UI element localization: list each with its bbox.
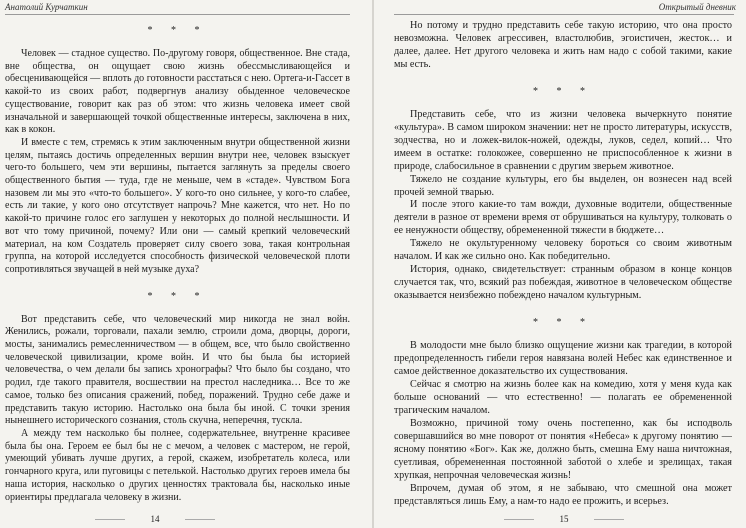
right-page-text — [394, 20, 732, 509]
footer-rule — [95, 519, 125, 520]
paragraph: История, однако, свидетельствует: странным образом в конце концов случается так, что, всякий раз побеждая, животное в человеческом обществе оказывается неизбежно побеждено началом культурным. — [394, 264, 732, 302]
header-rule — [394, 14, 734, 15]
paragraph: Но потому и трудно представить себе такую историю, что она просто невозможна. Человек агрессивен, властолюбив, эгоистичен, жесток… и далее, далее. Нет другого человека и жить нам надо с собой такими, какие мы есть. — [394, 20, 732, 70]
footer-rule — [504, 519, 534, 520]
paragraph: Сейчас я смотрю на жизнь более как на комедию, хотя у меня куда как больше оснований — что естественно! — полагать ее обремененной трагическим началом. — [394, 378, 732, 416]
page-number: 15 — [559, 514, 569, 524]
footer-rule — [185, 519, 215, 520]
paragraph: Человек — стадное существо. По-другому говоря, общественное. Вне стада, вне общества, он ощущает свою жизнь обессмысливающейся и обесценивающейся — вплоть до готовности расстаться с нею. Ортега-и-Гассет в какой-то из своих работ, подвергнув анализу обыденное человеческое существование, говорит как раз об этом: что жизнь человека имеет свой изначальной и завершающей точкой общественные интересы, заключена в них, как в кокон. — [5, 48, 350, 136]
paragraph: В молодости мне было близко ощущение жизни как трагедии, в которой предопределенность гибели героя навязана волей Небес как единственное и самое действенное доказательство их существования. — [394, 340, 732, 378]
section-divider: * * * — [147, 290, 208, 302]
paragraph: Тяжело не окультуренному человеку бороться со своим животным началом. И как же сильно оно. Как победительно. — [394, 238, 732, 263]
header-rule — [5, 14, 350, 15]
footer-rule — [594, 519, 624, 520]
running-head-author: Анатолий Курчаткин — [5, 2, 88, 12]
paragraph: Тяжело не создание культуры, его бы выделен, он вознесен над всей прочей земной тварью. — [394, 173, 732, 198]
section-divider: * * * — [533, 85, 593, 97]
paragraph: А между тем насколько бы полнее, содержательнее, внутренне красивее была бы она. Героем ее был бы не с мечом, а человек с мастером, не герой, умеющий убивать лучше других, а герой, скажем, изобретатель колеса, или гончарного круга, или пуговицы с петелькой. Настолько других героев имела бы наша история, насколько о других ценностях трактовала бы, насколько иные ориентиры предлагала человеку в жизни. — [5, 427, 350, 503]
section-divider: * * * — [147, 25, 208, 36]
paragraph: Представить себе, что из жизни человека вычеркнуто понятие «культура». В самом широком значении: нет не просто литературы, искусств, зодчества, но и ложек-вилок-ножей, одежды, луков, седел, копий… Что имеем в остатке: голокожее, совершенно не приспособленное к жизни в природе, слабосильное в сравнении с другим зверьем животное. — [394, 108, 732, 172]
page-number: 14 — [150, 514, 160, 524]
paragraph: И после этого какие-то там вожди, духовные водители, общественные деятели в разное от времени время от обрушиваться на культуру, толковать о ее ненужности обществу, обремененной тяжести в бюджете… — [394, 199, 732, 237]
paragraph: Впрочем, думая об этом, я не забываю, что смешной она может представляться лишь Ему, а нам-то надо ее прожить, и всерьез. — [394, 482, 732, 507]
left-page-text — [5, 24, 350, 504]
paragraph: Вот представить себе, что человеческий мир никогда не знал войн. Женились, рожали, торговали, пахали землю, строили дома, дворцы, дороги, мосты, занимались ремесленничеством — в общем, все, что было свойственно человеческой цивилизации, кроме войн. И что бы была бы историей человечества, о чем делали бы запись хронографы? Что было бы создано, что родил, где такого правителя, восшествии на престол наследника… Все то же самое, только без описания сражений, побед, поражений. Трудно себе даже и представить такую историю. Настолько она была бы иной. С точки зрения нынешнего исторического сознания, столь скучна, неперечня, тускла. — [5, 313, 350, 427]
paragraph: И вместе с тем, стремясь к этим заключенным внутри общественной жизни целям, пытаясь достичь определенных вершин внутри нее, человек взыскует чего-то большего, чем эти вершины, пытается заглянуть за пределы своего общественного бытия — туда, где не меньше, чем в «стаде». Чувством Бога назовем ли мы это «что-то большего». У кого-то оно сильнее, у кого-то слабее, есть ли такие, у кого оно отсутствует напрочь? Мне кажется, что нет. Но по какой-то причине голос его заглушен у некоторых до полной неслышности. И вот что тому причиной, почему? Или они — самый крепкий человеческий материал, на ком Создатель проверяет силу своего зова, такая контрольная группа, на которой исследуется способность физической человеческой плоти сопротивляться звучащей в ней музыке духа? — [5, 136, 350, 275]
left-page — [0, 0, 372, 528]
paragraph: Возможно, причиной тому очень постепенно, как бы исподволь совершавшийся во мне поворот от понятия «Небеса» к другому понятию — ясному понятию «Бог». Как же, должно быть, смешна Ему наша ничтожная, суетливая, обремененная постоянной заботой о хлебе и зрелищах, такая хрупкая, непрочная человеческая жизнь! — [394, 417, 732, 481]
right-page — [374, 0, 746, 528]
section-divider: * * * — [533, 317, 593, 329]
running-head-title: Открытый дневник — [658, 2, 736, 12]
